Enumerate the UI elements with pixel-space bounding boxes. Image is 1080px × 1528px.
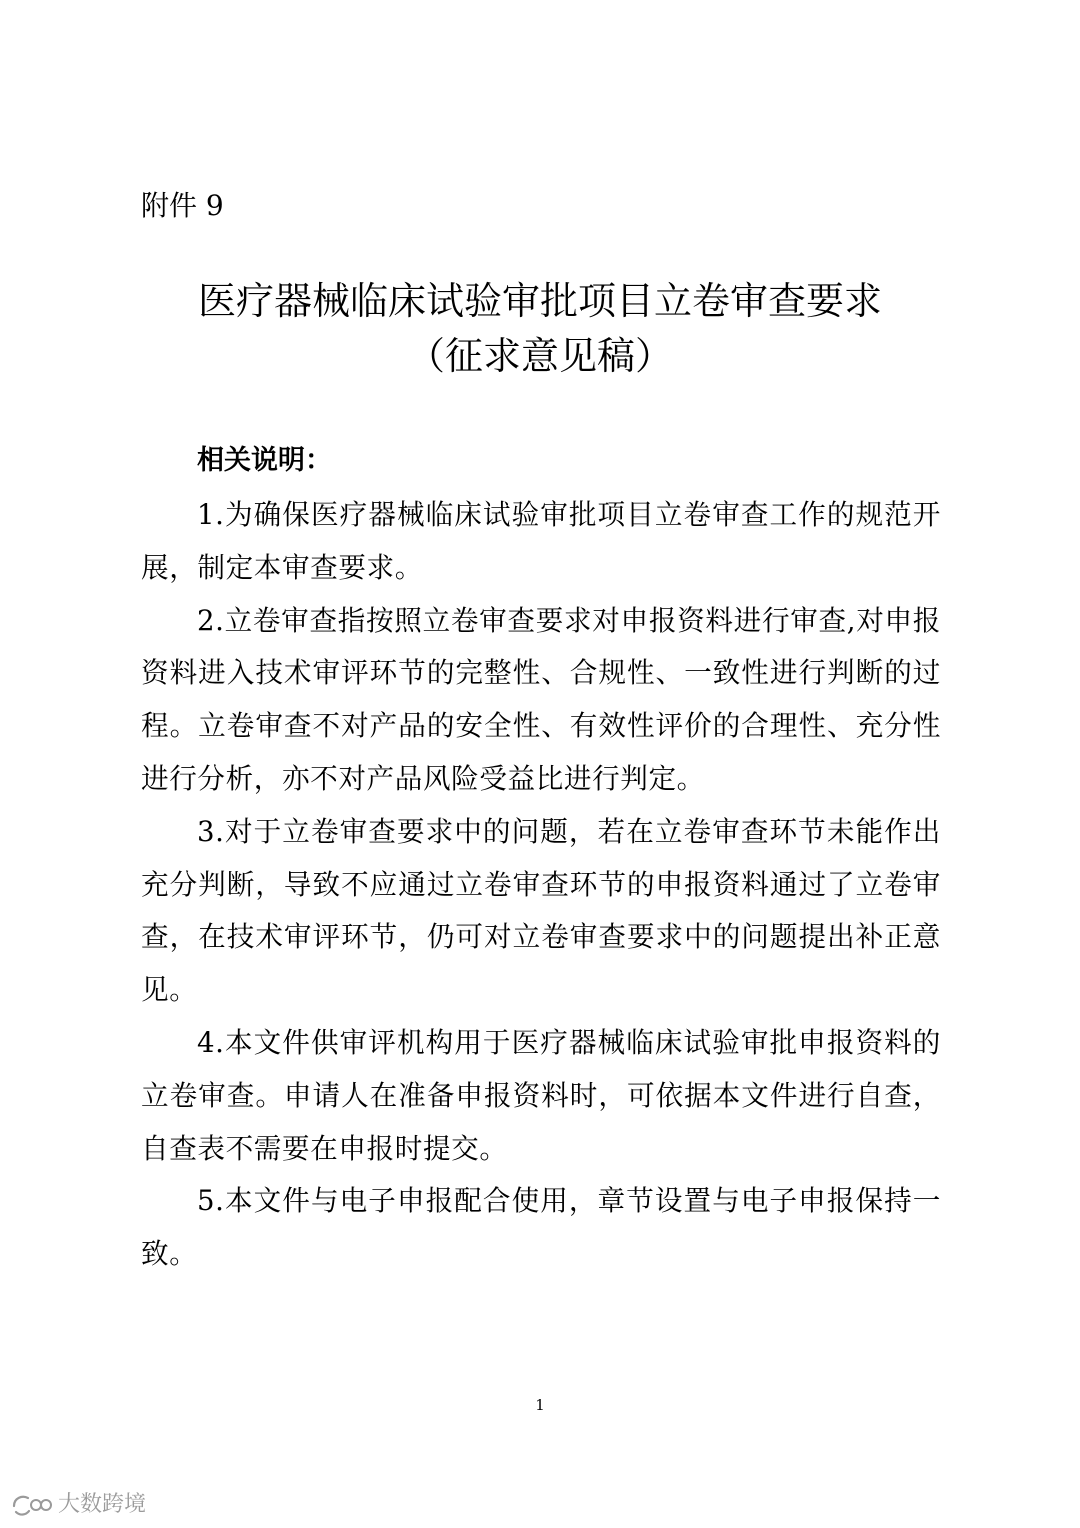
annex-label: 附件 9 bbox=[141, 189, 224, 222]
watermark bbox=[10, 1490, 146, 1520]
paragraph-3: 3.对于立卷审查要求中的问题，若在立卷审查环节未能作出充分判断，导致不应通过立卷审查环节的申报资料通过了立卷审查，在技术审评环节，仍可对立卷审查要求中的问题提出补正意见。 bbox=[141, 814, 941, 1007]
paragraph-1: 1.为确保医疗器械临床试验审批项目立卷审查工作的规范开展，制定本审查要求。 bbox=[141, 498, 941, 584]
document-body bbox=[141, 489, 941, 1281]
page-number: 1 bbox=[535, 1396, 545, 1414]
document-title: 医疗器械临床试验审批项目立卷审查要求 bbox=[197, 279, 882, 323]
document-subtitle: （征求意见稿） bbox=[406, 334, 673, 378]
watermark-text: 大数跨境 bbox=[58, 1492, 147, 1517]
section-heading: 相关说明： bbox=[197, 445, 332, 476]
paragraph-2: 2.立卷审查指按照立卷审查要求对申报资料进行审查,对申报资料进入技术审评环节的完整性、合规性、一致性进行判断的过程。立卷审查不对产品的安全性、有效性评价的合理性、充分性进行分析，亦不对产品风险受益比进行判定。 bbox=[141, 603, 941, 795]
paragraph-4: 4.本文件供审评机构用于医疗器械临床试验审批申报资料的立卷审查。申请人在准备申报资料时，可依据本文件进行自查，自查表不需要在申报时提交。 bbox=[141, 1025, 941, 1165]
brand-logo-icon bbox=[10, 1492, 52, 1518]
paragraph-5: 5.本文件与电子申报配合使用，章节设置与电子申报保持一致。 bbox=[141, 1184, 941, 1271]
